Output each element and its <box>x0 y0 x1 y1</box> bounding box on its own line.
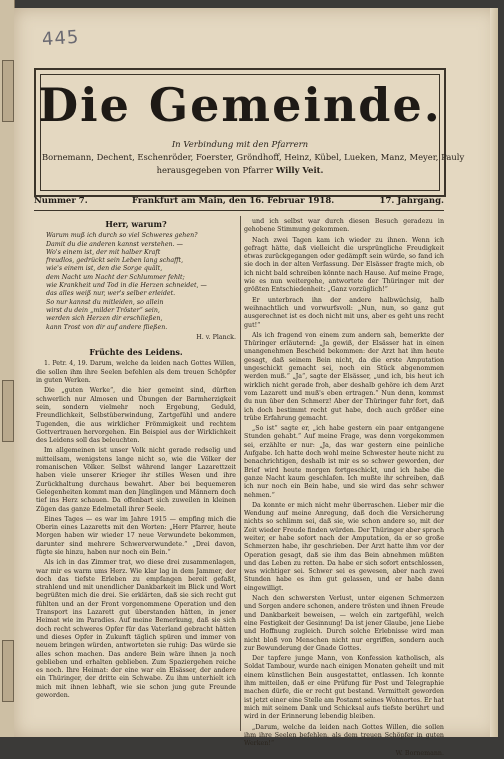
binding-clip <box>2 60 14 122</box>
issue-place-date: Frankfurt am Main, den 16. Februar 1918. <box>132 196 335 206</box>
poem-line: das alles weiß nur, wer's selber erleidet. <box>46 290 176 298</box>
masthead <box>34 68 465 197</box>
article-paragraph: Die „guten Werke“, die hier gemeint sind, dürften schwerlich nur Almosen und Übungen der Barmherzigkeit sein, sondern vielmehr noch Ergebung, Geduld, Freundlichkeit, Selbstüberwindung, Zartgefühl und andere Tugenden, die aus wirklicher Frömmigkeit und rechtem Gottvertrauen hervorgehen. Ein Beispiel aus der Wirklichkeit des Leidens soll das beleuchten. <box>36 387 236 445</box>
editor-name: Willy Veit. <box>275 165 324 175</box>
article-paragraph: 1. Petr. 4, 19. Darum, welche da leiden nach Gottes Willen, die sollen ihm ihre Seelen befehlen als dem treuen Schöpfer in guten Werken. <box>36 360 236 385</box>
article-signature: W. Bornemann. <box>395 750 444 758</box>
poem-line: kann Trost von dir auf andere fließen. <box>46 323 168 331</box>
poem-line: So nur kannst du mitleiden, so allein <box>46 298 164 306</box>
article-paragraph: Der tapfere junge Mann, von Konfession katholisch, als Soldat Tambour, wurde nach einigen Monaten geheilt und mit einem künstlichen Bein ausgestattet, entlassen. Ich konnte ihm mitteilen, daß er eine Prüfung für Post und Telegraphie machen dürfe, die er recht gut bestand. Vermittelt geworden ist jetzt einer eine Stelle am Postamt seines Wohnortes. Er hat mich mit seinem Dank und Schicksal aufs tiefste berührt und wird in der Erinnerung lebendig bleiben. <box>244 655 444 721</box>
left-article-body <box>36 360 236 700</box>
poem-line: wie Krankheit und Tod in die Herzen schneidet, — <box>46 282 207 290</box>
article-paragraph: Er unterbrach ihn der andere halbwüchsig, halb weihnachtlich und vorwurfsvoll: „Nun, nun, so ganz gut ausgerechnet ist es doch nicht mit uns, aber es geht uns recht gut!“ <box>244 296 444 329</box>
masthead-subtitle: In Verbindung mit den Pfarrern <box>171 140 309 150</box>
article-paragraph: „So ist“ sagte er, „ich habe gestern ein paar entgangene Stunden gehabt.“ Auf meine Frage, was denn vorgekommen sei, erzählte er nur: „Ja, das war gestern eine peinliche Aufgabe. Ich hatte doch wohl meine Schwester heute nicht zu benachrichtigen, deshalb ist mir es so schwer geworden, der Brief wird heute morgen fortgeschickt, und ich habe die ganze Nacht kaum geschlafen. Ich mußte ihr schreiben, daß ich nur noch ein Bein habe, und sie wird das sehr schwer nehmen.“ <box>244 425 444 499</box>
poem-line: Warum muß ich durch so viel Schweres gehen? <box>46 232 198 240</box>
article-paragraph: Nach den schwersten Verlust, unter eigenen Schmerzen und Sorgen andere schonen, andere trösten und ihnen Freude und Dankbarkeit beweisen, — welch ein zartgefühl, welch eine Festigkeit der Gesinnung! Da ist jener Glaube, jene Liebe und Hoffnung zugleich. Durch solche Erlebnisse wird man nicht bloß von Menschen nicht nur ergriffen, sondern auch zur Bewunderung der Gnade Gottes. <box>244 595 444 652</box>
article-paragraph: Eines Tages — es war im Jahre 1915 — empfing mich die Oberin eines Lazaretts mit den Worten: „Herr Pfarrer, heute Morgen haben wir wieder 17 neue Verwundete bekommen, darunter sind mehrere Schwerverwundete.“ „Drei davon, fügte sie hinzu, haben nur noch ein Bein.“ <box>36 515 236 556</box>
poem <box>36 232 236 332</box>
poem-line: wirst du dein „milder Tröster“ sein, <box>46 306 160 314</box>
masthead-title: Die Gemeinde. <box>38 78 442 132</box>
article-paragraph: Nach zwei Tagen kam ich wieder zu ihnen. Wenn ich gefragt hätte, daß vielleicht die ursprüngliche Freudigkeit etwas zurückgegangen oder gedämpft sein würde, so fand ich sie doch in der alten Verfassung. Der Elsässer fragte mich, ob ich nicht bald schreiben könnte nach Hause. Auf meine Frage, wie es nun weitergehe, antwortete der Thüringer mit der größten Entschiedenheit: „Ganz vorzüglich!“ <box>244 236 444 294</box>
poem-line: Wo's einem ist, der mit halber Kraft <box>46 248 161 256</box>
issue-bar <box>34 196 444 211</box>
poem-title: Herr, warum? <box>105 219 167 229</box>
poem-line: dem Nacht um Nacht der Schlummer fehlt; <box>46 273 185 281</box>
right-article-body <box>244 218 444 748</box>
article-paragraph: „Darum, welche da leiden nach Gottes Willen, die sollen ihm ihre Seelen befehlen, als dem treuen Schöpfer in guten Werken!“ <box>244 723 444 748</box>
article-paragraph: und ich selbst war durch diesen Besuch geradezu in gehobene Stimmung gekommen. <box>244 218 444 234</box>
right-column <box>244 218 444 758</box>
article-paragraph: Als ich fragend von einem zum andern sah, bemerkte der Thüringer erläuternd: „Ja gewiß, der Elsässer hat in einen unangenehmen Bescheid bekommen: der Arzt hat ihm heute gesagt, daß seinem Bein nicht, da die erste Amputation ungeschickt gemacht sei, noch ein Stück abgenommen werden muß.“ „Ja“, sagte der Elsässer, „und ich, bis heut ich wirklich nicht gerade froh, aber deshalb gehöre ich dem Arzt vom Lazarett und muß's eben ertragen.“ Nun denn, kommst du nun über den Schmerz! Aber der Thüringer fuhr fort, daß ich doch bestimmt recht gut habe, doch auch größer eine trübe Erfahrung gemacht. <box>244 331 444 422</box>
newspaper-page <box>14 8 498 758</box>
binding-clip <box>2 380 14 442</box>
binding-strip <box>0 0 15 737</box>
masthead-editor <box>36 165 444 175</box>
page-edge <box>490 8 498 737</box>
article-paragraph: Im allgemeinen ist unser Volk nicht gerade redselig und mitteilsam, wenigstens lange nicht so, wie die Völker der romanischen Völker. Selbst während langer Lazarettzeit haben viele unserer Krieger ihr stilles Wesen und ihre Zurückhaltung durchaus bewahrt. Aber bei bequemeren Gelegenheiten kommt man den Jünglingen und Männern doch tief ins Herz schauen. Da offenbart sich zuweilen in kleinen Zügen das ganze Edelmetall ihrer Seele. <box>36 447 236 513</box>
poem-line: freudlos, gedrückt sein Leben lang schafft, <box>46 257 184 265</box>
section-title: Früchte des Leidens. <box>89 347 183 358</box>
issue-year: 17. Jahrgang. <box>379 196 444 206</box>
binding-clip <box>2 640 14 702</box>
poem-line: Damit du die anderen kannst verstehen. — <box>46 240 183 248</box>
issue-number: Nummer 7. <box>34 196 88 206</box>
poem-line: wie's einem ist, den die Sorge quält, <box>46 265 163 273</box>
column-divider <box>240 216 241 731</box>
poem-signature: H. v. Planck. <box>196 333 236 341</box>
handwritten-number: 445 <box>41 26 81 51</box>
editor-prefix: herausgegeben von Pfarrer <box>156 165 274 175</box>
left-column <box>36 218 236 733</box>
article-paragraph: Als ich in das Zimmer trat, wo diese drei zusammenlagen, war mir es warm ums Herz. Wie klar lag in dem Jammer, der doch das tiefste Erleben zu empfangen bereit gefaßt, strahlend und mit unendlicher Dankbarkeit im Blick und Wort begrüßten mich die drei. Sie erklärten, daß sie sich recht gut fühlten und an der Front vorgenommene Operation und den Transport ins Lazarett gut überstanden hätten, in jener Heimat wie im Paradies. Auf meine Bemerkung, daß sie sich doch recht schweres Opfer für das Vaterland gebracht hätten und dieses Opfer in Zukunft täglich spüren und immer von neuem bringen würden, antworteten sie ruhig: Das würde sie alles schon machen. Das andere Bein wäre ihnen ja noch geblieben und erhalten geblieben. Zum Spaziergehen reiche es noch. Ihre Heimat: der eine war ein Elsässer, der andere ein Thüringer, der dritte ein Schwabe. Zu ihm unterhielt ich mich mit ihnen lebhaft, wie sie schon jung gute Freunde geworden. <box>36 559 236 700</box>
masthead-pastors: Bornemann, Dechent, Eschenröder, Foerster, Gröndhoff, Heinz, Kübel, Lueken, Manz, Meyer, Pauly <box>42 152 465 162</box>
poem-line: werden sich Herzen dir erschließen, <box>46 315 163 323</box>
article-paragraph: Da konnte er mich nicht mehr überraschen. Lieber mir die Wendung auf meine Anregung, daß doch die Versicherung nichts so schlimm sei, daß sie, wie schon andere so, mit der Zeit wieder Freude finden würden. Der Thüringer aber sprach weiter, er habe sofort nach der Amputation, da er so große Schmerzen habe, ihr geschrieben. Der Arzt hatte ihm vor der Operation gesagt, daß sie ihm das Bein abnehmen müßten und das Leben zu retten. Da habe er sich sofort entschlossen, was wichtiger sei. Schwer sei es gewesen, aber nach zwei Stunden habe es ihm gut gelassen, und er habe dann eingewilligt. <box>244 501 444 592</box>
